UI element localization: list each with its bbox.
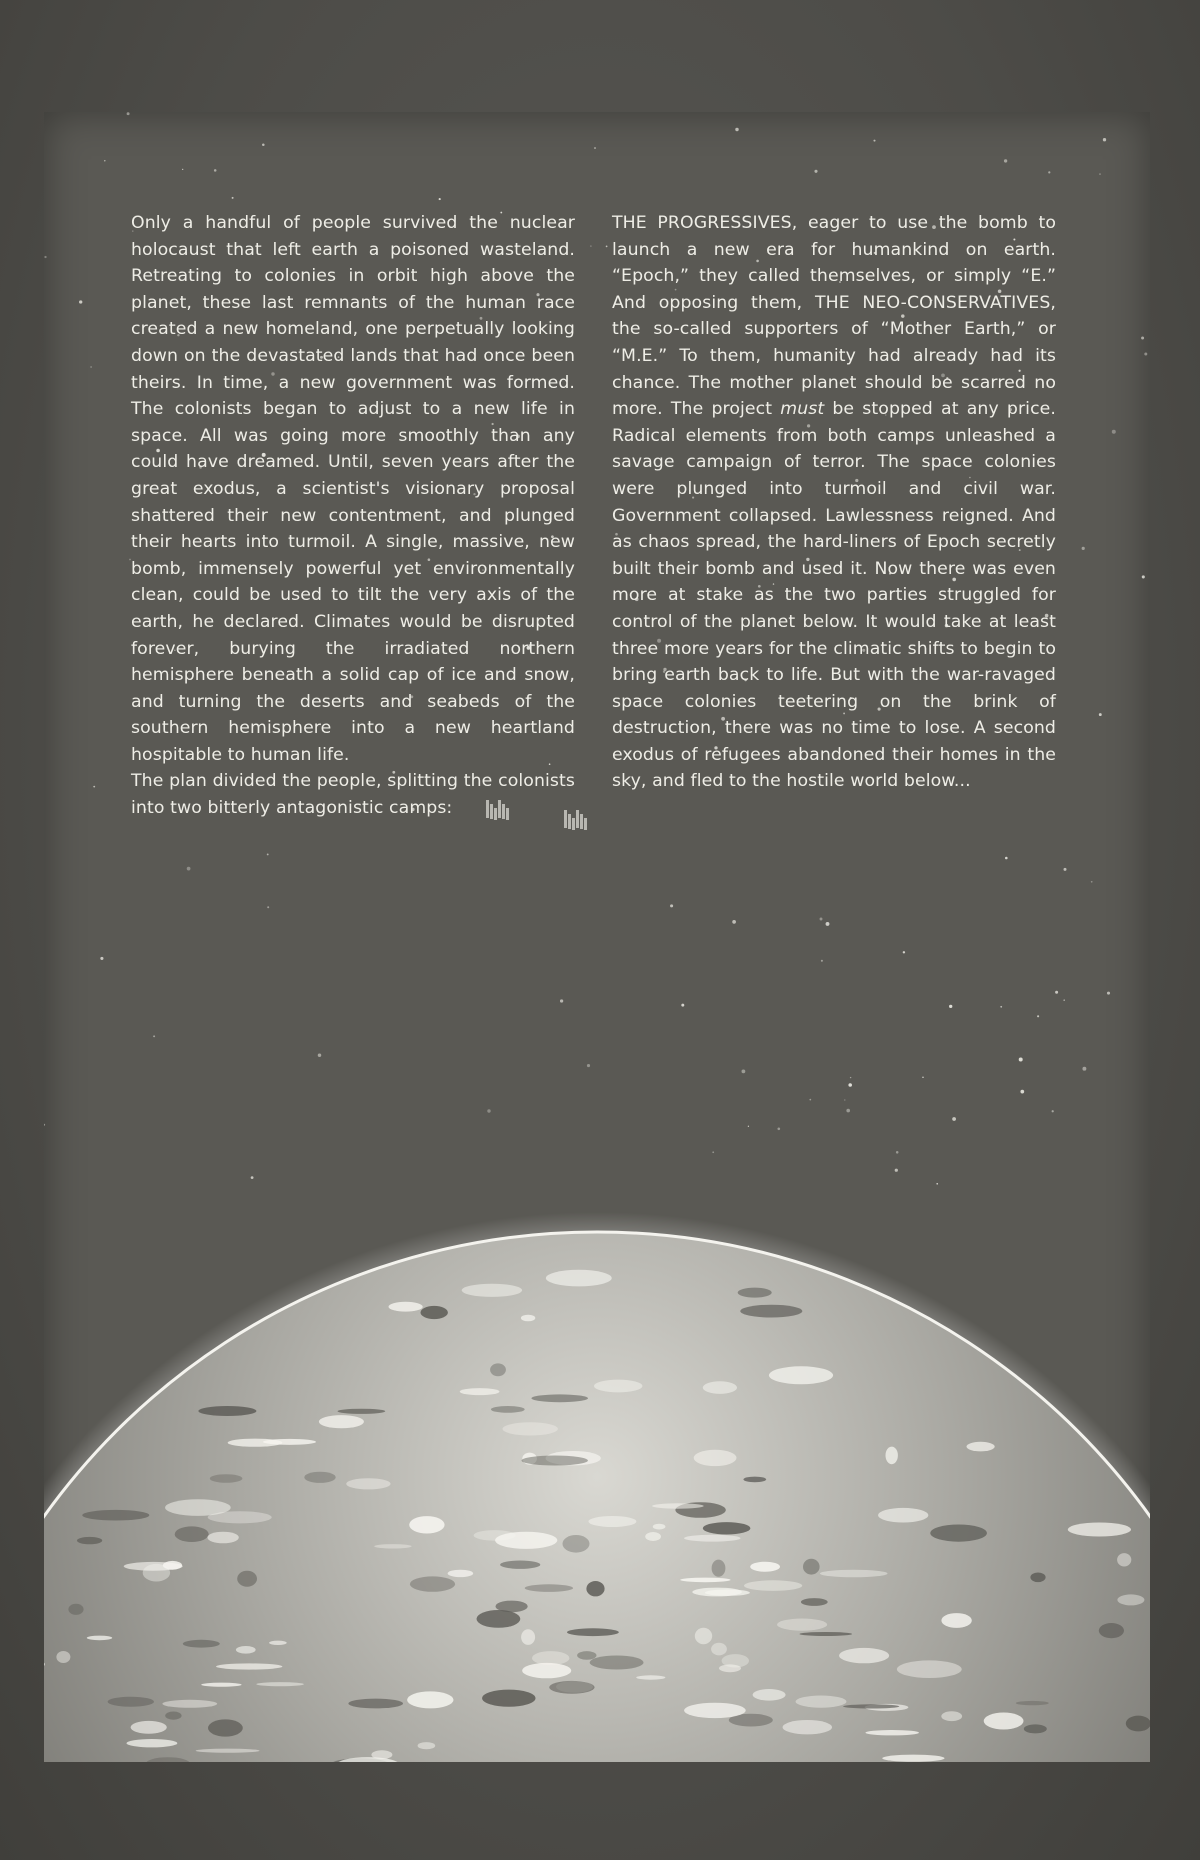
- star: [267, 906, 269, 908]
- cloud: [183, 1640, 220, 1648]
- star: [732, 920, 736, 924]
- star: [1082, 547, 1085, 550]
- star: [742, 1070, 746, 1074]
- cloud: [549, 1681, 594, 1694]
- cloud: [941, 1613, 971, 1628]
- illustration-panel: [44, 112, 1150, 1762]
- star: [100, 957, 103, 960]
- star: [1020, 1090, 1024, 1094]
- cloud: [1016, 1701, 1049, 1705]
- star: [1091, 881, 1093, 883]
- paragraph-factions: [612, 210, 1056, 795]
- cloud: [590, 1656, 644, 1670]
- cloud: [897, 1660, 962, 1678]
- star: [1142, 575, 1145, 578]
- cloud: [208, 1719, 243, 1736]
- cloud: [131, 1721, 167, 1734]
- star: [214, 169, 217, 172]
- cloud: [800, 1632, 853, 1636]
- cloud: [374, 1544, 412, 1548]
- cloud: [546, 1270, 612, 1287]
- star: [1099, 713, 1102, 716]
- cloud: [165, 1712, 181, 1720]
- star: [846, 1109, 850, 1113]
- cloud: [108, 1697, 154, 1707]
- cloud: [448, 1570, 474, 1577]
- star: [594, 147, 596, 149]
- cloud: [753, 1689, 786, 1701]
- cloud: [967, 1442, 995, 1452]
- cloud: [703, 1381, 737, 1394]
- cloud: [777, 1619, 827, 1631]
- cloud: [338, 1409, 386, 1414]
- star: [1099, 173, 1100, 174]
- cloud: [500, 1561, 540, 1569]
- text-column-right: [612, 210, 1056, 795]
- cloud: [68, 1604, 83, 1615]
- cloud: [77, 1537, 102, 1544]
- cloud: [567, 1628, 619, 1636]
- cloud: [304, 1472, 335, 1483]
- star: [826, 922, 830, 926]
- cloud: [692, 1588, 742, 1597]
- cloud: [198, 1406, 256, 1416]
- cloud: [531, 1394, 588, 1402]
- star: [814, 170, 817, 173]
- cloud: [490, 1363, 506, 1376]
- cloud: [652, 1503, 704, 1508]
- cloud: [636, 1675, 665, 1679]
- cloud: [87, 1636, 112, 1641]
- cloud: [407, 1691, 453, 1708]
- cloud: [165, 1499, 231, 1516]
- cloud: [418, 1742, 436, 1749]
- cloud: [263, 1439, 316, 1445]
- star: [1107, 992, 1110, 995]
- star: [844, 1099, 845, 1100]
- cloud: [878, 1508, 928, 1523]
- star: [1019, 1058, 1023, 1062]
- cloud: [346, 1478, 390, 1489]
- star: [952, 1117, 956, 1121]
- star: [1048, 171, 1050, 173]
- star: [187, 867, 191, 871]
- star: [44, 256, 46, 258]
- cloud: [695, 1628, 712, 1644]
- star: [903, 951, 905, 953]
- star: [820, 918, 823, 921]
- cloud: [712, 1560, 726, 1577]
- cloud: [210, 1474, 243, 1483]
- text-column-left: [131, 210, 575, 822]
- cloud: [703, 1522, 751, 1534]
- star: [1082, 1067, 1086, 1071]
- star: [182, 169, 183, 170]
- cloud: [348, 1699, 403, 1709]
- cloud: [684, 1535, 740, 1542]
- star: [1141, 337, 1144, 340]
- cloud: [162, 1700, 217, 1708]
- cloud: [843, 1704, 899, 1708]
- cloud: [653, 1524, 666, 1530]
- cloud: [1030, 1573, 1045, 1583]
- star: [949, 1005, 952, 1008]
- cloud: [744, 1580, 802, 1591]
- cloud: [750, 1562, 780, 1572]
- cloud: [216, 1663, 282, 1669]
- cloud: [477, 1610, 521, 1628]
- cloud: [175, 1526, 209, 1542]
- cloud: [796, 1696, 847, 1708]
- factions-text-start: THE PROGRESSIVES, eager to use the bomb to launch a new era for humankind on earth. “Epoch,” they called themselves, or simply “E.” And opposing them, THE NEO-CONSERVATIVES, the so-called supporters of “Mother Earth,” or “M.E.” To them, humanity had already had its chance. The mother planet should be scarred no more. The project: [612, 213, 1056, 420]
- cloud: [201, 1683, 241, 1687]
- cloud: [783, 1720, 832, 1734]
- star: [1004, 159, 1007, 162]
- cloud: [866, 1730, 919, 1735]
- star: [670, 904, 673, 907]
- cloud: [56, 1651, 70, 1663]
- cloud: [740, 1305, 802, 1318]
- star: [590, 245, 591, 246]
- cloud: [409, 1516, 444, 1533]
- star: [777, 1127, 780, 1130]
- star: [439, 198, 441, 200]
- cloud: [930, 1525, 987, 1542]
- cloud: [1099, 1623, 1124, 1638]
- paragraph-plan-divided: The plan divided the people, splitting the colonists into two bitterly antagonistic camps:: [131, 771, 575, 819]
- cloud: [127, 1739, 178, 1747]
- cloud: [460, 1388, 500, 1395]
- cloud: [738, 1288, 772, 1298]
- cloud: [563, 1535, 590, 1553]
- star: [922, 1077, 924, 1079]
- cloud: [719, 1664, 741, 1672]
- cloud: [769, 1366, 833, 1384]
- cloud: [711, 1643, 727, 1656]
- star: [809, 1099, 811, 1101]
- star: [848, 1083, 852, 1087]
- cloud: [237, 1571, 257, 1587]
- cloud: [462, 1284, 522, 1297]
- paragraph-holocaust: Only a handful of people survived the nuclear holocaust that left earth a poisoned wasteland. Retreating to colonies in orbit high above the planet, these last remnants of the human race created a new homeland, one perpetually looking down on the devastated lands that had once been theirs. In time, a new government was formed. The colonists began to adjust to a new life in space. All was going more smoothly than any could have dreamed. Until, seven years after the great exodus, a scientist's visionary proposal shattered their new contentment, and plunged their hearts into turmoil. A single, massive, new bomb, immensely powerful yet environmentally clean, could be used to tilt the very axis of the earth, he declared. Climates would be disrupted forever, burying the irradiated northern hemisphere beneath a solid cap of ice and snow, and turning the deserts and seabeds of the southern hemisphere into a new heartland hospitable to human life.: [131, 213, 575, 765]
- star: [1064, 868, 1067, 871]
- cloud: [207, 1532, 238, 1544]
- star: [850, 1077, 851, 1078]
- cloud: [256, 1682, 304, 1686]
- cloud: [521, 1629, 535, 1645]
- cloud: [803, 1559, 820, 1575]
- star: [93, 786, 95, 788]
- star: [1112, 430, 1116, 434]
- cloud: [196, 1749, 260, 1753]
- cloud: [525, 1584, 573, 1592]
- star: [232, 197, 234, 199]
- cloud: [680, 1578, 730, 1583]
- star: [1037, 1015, 1039, 1017]
- star: [153, 1035, 155, 1037]
- star: [104, 160, 105, 161]
- cloud: [474, 1530, 516, 1541]
- star: [560, 999, 563, 1002]
- cloud: [522, 1456, 588, 1466]
- cloud: [143, 1564, 170, 1582]
- cloud: [588, 1516, 636, 1527]
- cloud: [1024, 1724, 1047, 1733]
- cloud: [236, 1646, 256, 1654]
- cloud: [269, 1641, 287, 1645]
- cloud: [1117, 1553, 1131, 1566]
- cloud: [801, 1598, 828, 1606]
- star: [821, 960, 823, 962]
- star: [1052, 1110, 1054, 1112]
- star: [127, 112, 130, 115]
- star: [735, 128, 738, 131]
- cloud: [491, 1406, 525, 1413]
- cloud: [820, 1570, 888, 1578]
- cloud: [886, 1447, 898, 1465]
- cloud: [410, 1576, 455, 1591]
- cloud: [984, 1713, 1024, 1730]
- cloud: [839, 1648, 889, 1663]
- star: [79, 300, 82, 303]
- cloud: [421, 1306, 448, 1319]
- star: [873, 140, 875, 142]
- star: [318, 1054, 321, 1057]
- star: [606, 246, 608, 248]
- cloud: [594, 1380, 642, 1393]
- star: [1063, 999, 1065, 1001]
- cloud: [882, 1755, 944, 1762]
- earth-horizon: [44, 1152, 1150, 1762]
- cloud: [532, 1651, 569, 1665]
- cloud: [319, 1415, 364, 1428]
- star: [587, 1064, 590, 1067]
- star: [1000, 1006, 1002, 1008]
- star: [44, 1124, 45, 1126]
- cloud: [586, 1581, 604, 1596]
- emphasis-must: must: [780, 399, 825, 420]
- cloud: [577, 1651, 596, 1660]
- cloud: [743, 1477, 766, 1483]
- earth-globe: [44, 1232, 1150, 1762]
- star: [267, 853, 269, 855]
- factions-text-end: be stopped at any price. Radical elements from both camps unleashed a savage campaign of terror. The space colonies were plunged into turmoil and civil war. Government collapsed. Lawlessness reigned. And as chaos spread, the hard-liners of Epoch secretly built their bomb and used it. Now there was even more at stake as the two parties struggled for control of the planet below. It would take at least three more years for the climatic shifts to begin to bring earth back to life. But with the war-ravaged space colonies teetering on the brink of destruction, there was no time to lose. A second exodus of refugees abandoned their homes in the sky, and fled to the hostile world below...: [612, 399, 1056, 792]
- star: [748, 1126, 749, 1127]
- cloud: [482, 1690, 535, 1707]
- star: [1103, 138, 1106, 141]
- cloud: [521, 1315, 535, 1322]
- cloud: [389, 1302, 423, 1312]
- cloud: [503, 1422, 558, 1435]
- cloud: [1117, 1594, 1144, 1605]
- cloud: [684, 1703, 746, 1718]
- cloud: [1126, 1716, 1150, 1732]
- star: [262, 144, 265, 147]
- cloud: [941, 1711, 962, 1721]
- star: [1144, 353, 1147, 356]
- cloud: [82, 1510, 149, 1521]
- cloud: [694, 1450, 737, 1466]
- star: [1055, 991, 1058, 994]
- star: [681, 1004, 684, 1007]
- cloud: [522, 1663, 571, 1678]
- cloud: [1068, 1523, 1131, 1537]
- star: [1005, 857, 1008, 860]
- star: [487, 1109, 490, 1112]
- cloud: [645, 1532, 661, 1541]
- star: [90, 366, 92, 368]
